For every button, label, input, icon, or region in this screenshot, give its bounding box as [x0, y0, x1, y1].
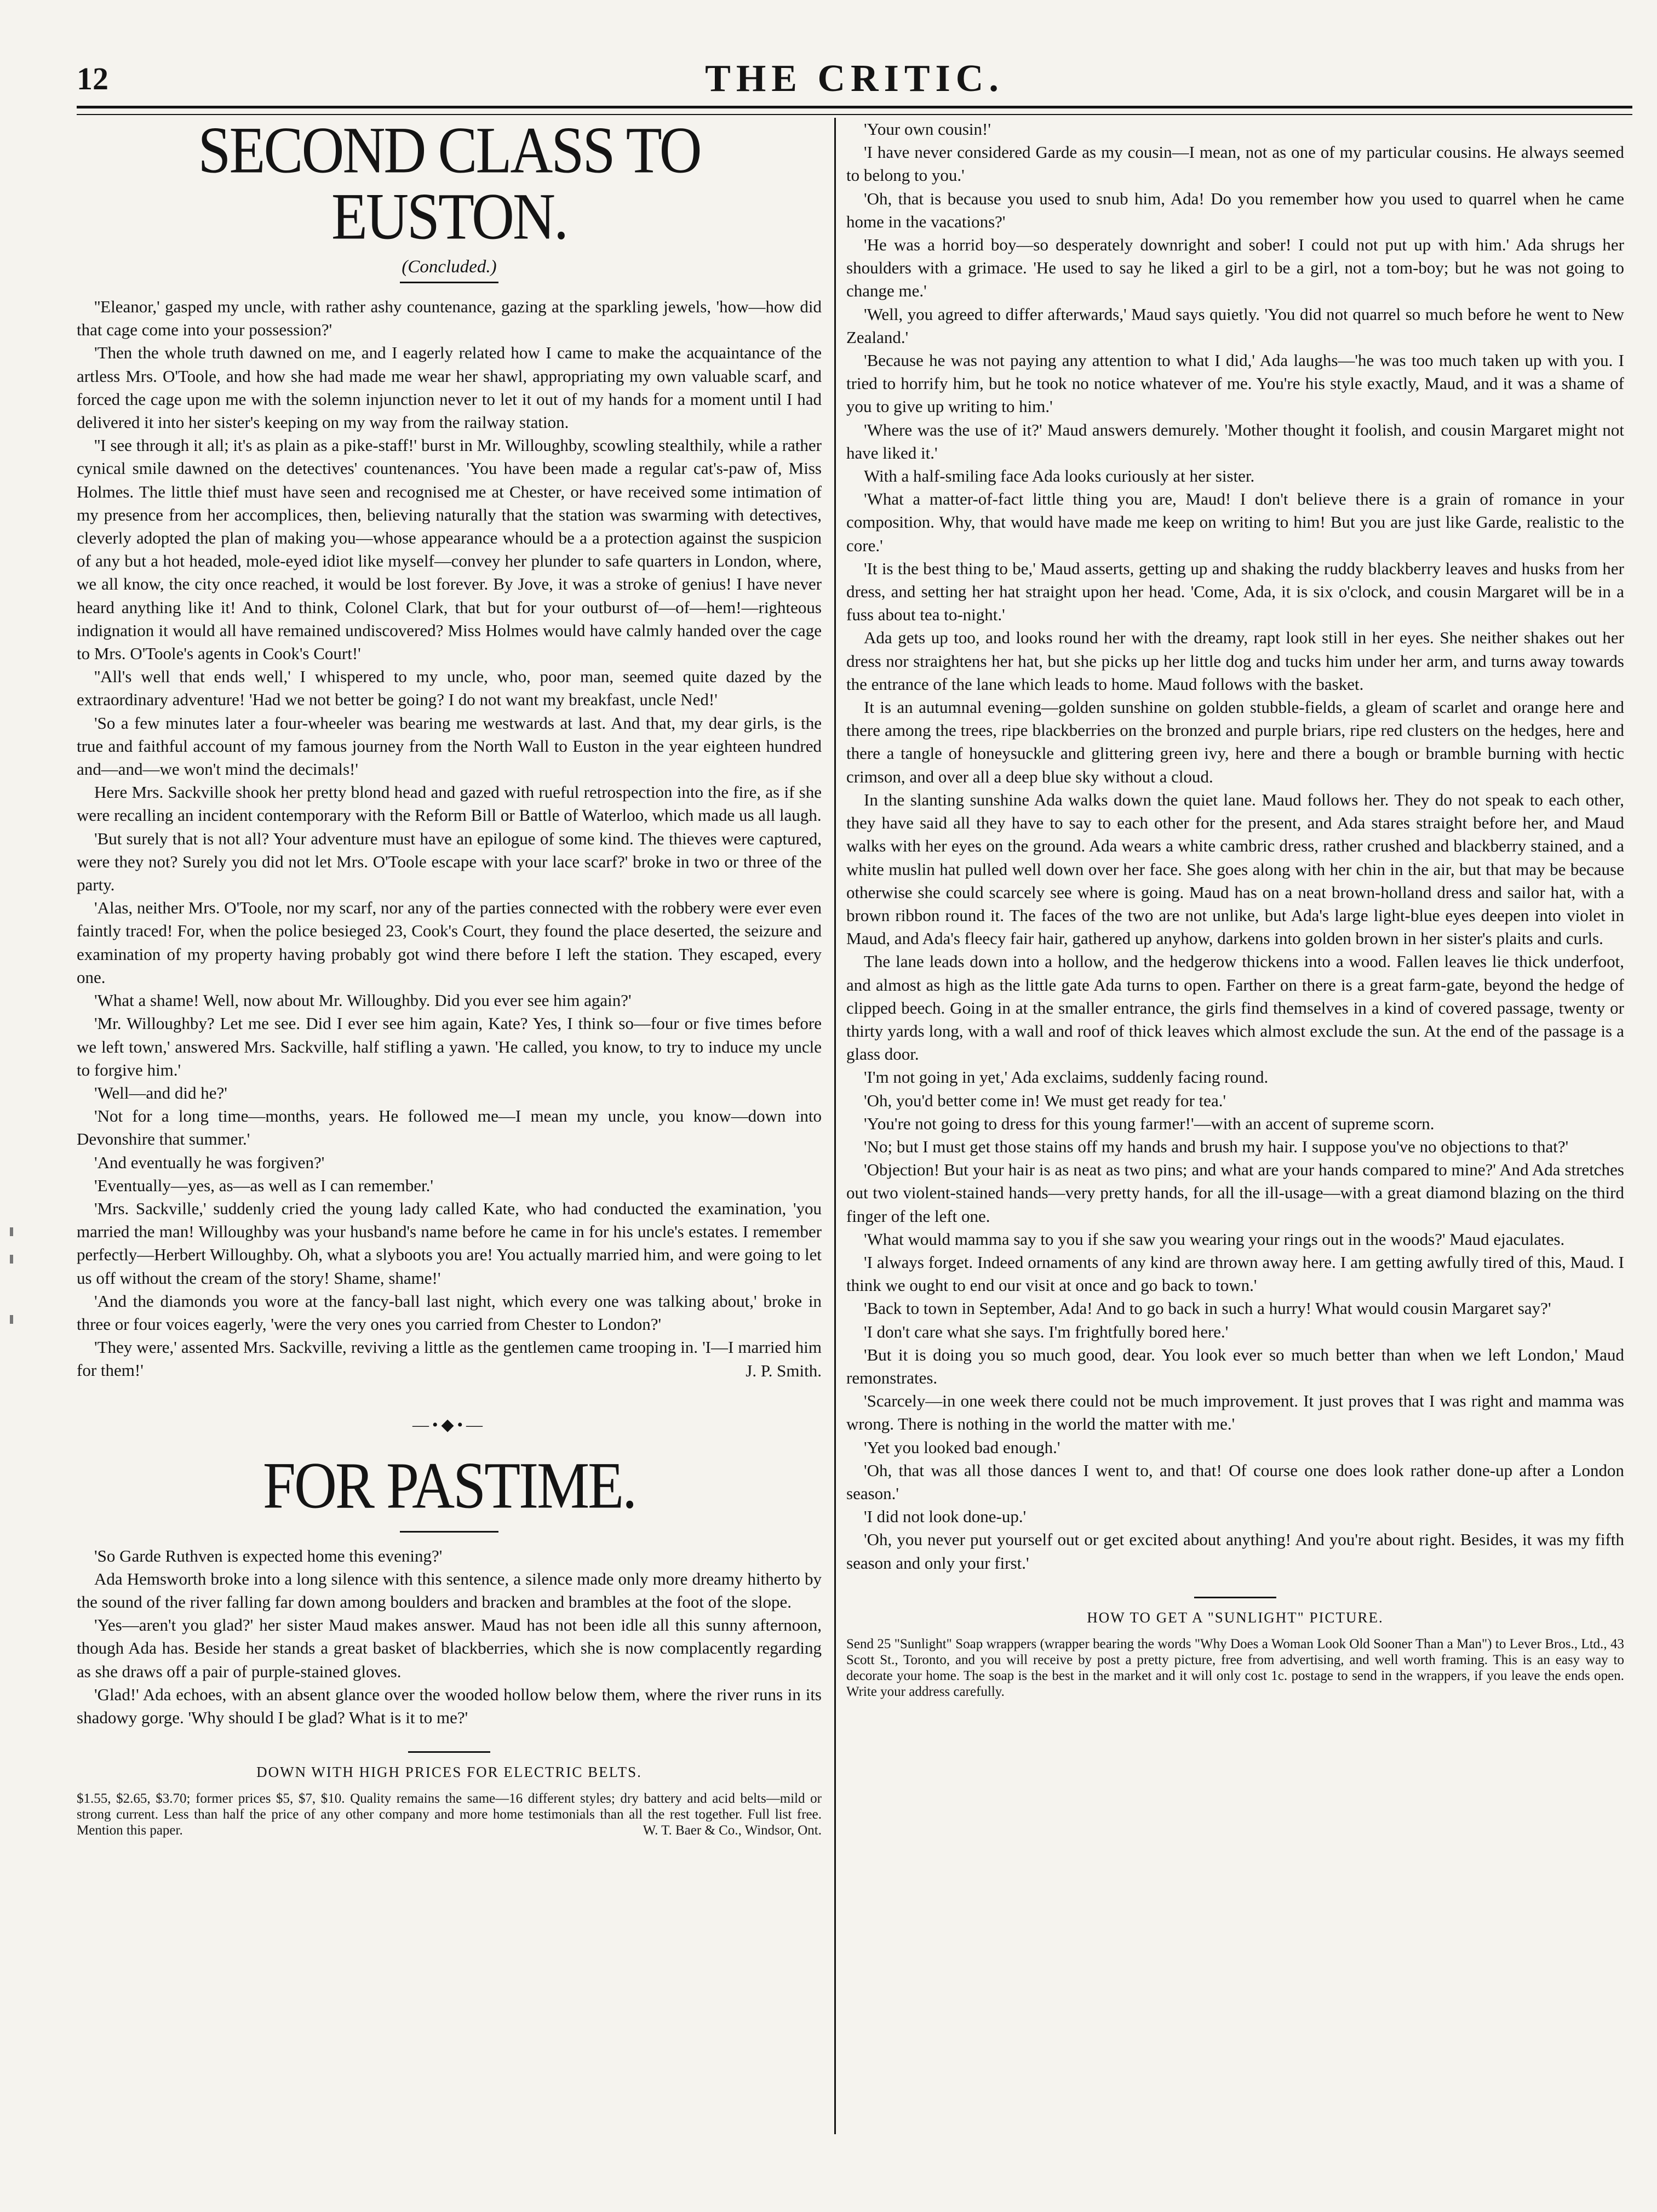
paragraph: Ada Hemsworth broke into a long silence with this sentence, a silence made only more dreamy hitherto by the sound of the river falling far down among boulders and bracken and brambles at the foot of the slope. [77, 1569, 822, 1611]
paragraph: 'Your own cousin!' [864, 119, 991, 139]
right-column [846, 118, 1624, 1700]
ad-signature: W. T. Baer & Co., Windsor, Ont. [643, 1823, 822, 1838]
paragraph: 'He was a horrid boy—so desperately downright and sober! I could not put up with him.' Ada shrugs her shoulders with a grimace. 'He used to say he liked a girl to be a girl, not a tom-boy; but he was not going to change me.' [846, 235, 1624, 301]
story-title: SECOND CLASS TO EUSTON. [198, 114, 701, 254]
paragraph: ''All's well that ends well,' I whispered to my uncle, who, poor man, seemed quite dazed by the extraordinary adventure! 'Had we not better be going? I do not want my breakfast, uncle Ned!' [77, 667, 822, 710]
paragraph: 'I did not look done-up.' [864, 1507, 1027, 1527]
masthead: THE CRITIC. [705, 58, 1004, 100]
title-rule [400, 1531, 498, 1533]
paragraph: 'Well—and did he?' [94, 1083, 227, 1102]
paragraph: 'What a matter-of-fact little thing you are, Maud! I don't believe there is a grain of romance in your composition. Why, that would have made me keep on writing to him! But you are just like Garde, realistic to the core.' [846, 489, 1624, 555]
electric-belts-ad [77, 1751, 822, 1838]
paragraph: 'It is the best thing to be,' Maud asserts, getting up and shaking the ruddy blackberry leaves and husks from her dress, and setting her hat straight upon her head. 'Come, Ada, it is six o'clock, and cousin Margaret will be in a fuss about tea to-night.' [846, 558, 1624, 625]
paragraph: The lane leads down into a hollow, and the hedgerow thickens into a wood. Fallen leaves lie thick underfoot, and almost as high as the little gate Ada turns to open. Farther on there is a great farm-gate, beyond the hedge of clipped beech. Going in at the smaller entrance, the girls find themselves in a kind of covered passage, twenty or thirty yards long, with a wall and roof of thick leaves which almost exclude the sun. At the end of the passage is a glass door. [846, 952, 1624, 1064]
paragraph: It is an autumnal evening—golden sunshine on golden stubble-fields, a gleam of scarlet and orange here and there among the trees, ripe blackberries on the bronzed and purple briars, ripe red clusters on the hedges, here and there a tangle of honeysuckle and glittering green ivy, here and there a bough or bramble burning with hectic crimson, and over all a deep blue sky without a cloud. [846, 698, 1624, 786]
paragraph: 'Then the whole truth dawned on me, and I eagerly related how I came to make the acquaintance of the artless Mrs. O'Toole, and how she had made me wear her shawl, appropriating my own valuable scarf, and forced the cage upon me with the solemn injunction never to let it out of my hands for a moment until I had delivered it into her sister's keeping on my way from the railway station. [77, 343, 822, 432]
paragraph: 'And eventually he was forgiven?' [94, 1152, 325, 1172]
section-title: FOR PASTIME. [262, 1449, 636, 1523]
paragraph: ''I see through it all; it's as plain as a pike-staff!' burst in Mr. Willoughby, scowling stealthily, while a rather cynical smile dawned on the detectives' countenances. 'You have been made a regular cat's-paw of, Miss Holmes. The little thief must have seen and recognised me at Chester, or have received some intimation of my presence from her accomplices, then, believing naturally that the station was swarming with detectives, cleverly adopted the plan of making you—whose appearance whould be a a protection against the suspicion of any but a hot headed, mole-eyed idiot like myself—convey her plunder to safe quarters in London, where, we all know, the city once reached, it would be lost forever. By Jove, it was a stroke of genius! I have never heard anything like it! And to think, Colonel Clark, that but for your outburst of—of—hem!—righteous indignation it would all have remained undiscovered? Miss Holmes would have calmly handed over the cage to Mrs. O'Toole's agents in Cook's Court!' [77, 436, 822, 664]
paragraph: 'You're not going to dress for this young farmer!'—with an accent of supreme scorn. [864, 1113, 1435, 1133]
paragraph: 'Mrs. Sackville,' suddenly cried the young lady called Kate, who had conducted the examination, 'you married the man! Willoughby was your husband's name before he came in for his uncle's estates. I remember perfectly—Herbert Willoughby. Oh, what a slyboots you are! You actually married him, and were going to let us off without the cream of the story! Shame, shame!' [77, 1198, 822, 1288]
ad-body: $1.55, $2.65, $3.70; former prices $5, $7, $10. Quality remains the same—16 different styles; dry battery and acid belts—mild or strong current. Less than half the price of any other company and more home testimonials than all the rest together. Full list free. Mention this paper. [77, 1791, 822, 1838]
paragraph: 'I don't care what she says. I'm frightfully bored here.' [864, 1322, 1229, 1341]
ad-title: DOWN WITH HIGH PRICES FOR ELECTRIC BELTS. [256, 1764, 642, 1781]
author-signature: J. P. Smith. [746, 1361, 822, 1380]
paragraph: Ada gets up too, and looks round her with the dreamy, rapt look still in her eyes. She neither shakes out her dress nor straightens her hat, but she picks up her little dog and tucks him under her arm, and turns away towards the entrance of the lane which leads to home. Maud follows with the basket. [846, 628, 1624, 694]
pastime-body [77, 1545, 822, 1730]
paragraph: 'I always forget. Indeed ornaments of any kind are thrown away here. I am getting awfully tired of this, Maud. I think we ought to end our visit at once and go back to town.' [846, 1252, 1624, 1295]
paragraph: 'Yes—aren't you glad?' her sister Maud makes answer. Maud has not been idle all this sunny afternoon, though Ada has. Beside her stands a great basket of blackberries, which she is now complacently regarding as she draws off a pair of purple-stained gloves. [77, 1615, 822, 1681]
column-divider [834, 118, 836, 2134]
paragraph: Here Mrs. Sackville shook her pretty blond head and gazed with rueful retrospection into the fire, as if she were recalling an incident contemporary with the Reform Bill or Battle of Waterloo, which made us all laugh. [77, 782, 822, 825]
paragraph: 'Not for a long time—months, years. He followed me—I mean my uncle, you know—down into Devonshire that summer.' [77, 1106, 822, 1149]
paragraph: 'What a shame! Well, now about Mr. Willoughby. Did you ever see him again?' [94, 991, 632, 1010]
pastime-continued [846, 118, 1624, 1575]
paragraph: 'No; but I must get those stains off my hands and brush my hair. I suppose you've no objections to that?' [864, 1136, 1569, 1156]
paragraph: 'I have never considered Garde as my cousin—I mean, not as one of my particular cousins. He always seemed to belong to you.' [846, 142, 1624, 185]
paragraph: 'So a few minutes later a four-wheeler was bearing me westwards at last. And that, my dear girls, is the true and faithful account of my famous journey from the North Wall to Euston in the year eighteen hundred and—and—we won't mind the decimals!' [77, 713, 822, 779]
paragraph: 'They were,' assented Mrs. Sackville, reviving a little as the gentlemen came trooping in. 'I—I married him for them!' [77, 1338, 822, 1380]
ad-title: HOW TO GET A "SUNLIGHT" PICTURE. [1087, 1609, 1384, 1626]
sunlight-ad [846, 1597, 1624, 1700]
paragraph: 'Scarcely—in one week there could not be much improvement. It just proves that I was right and mamma was wrong. There is nothing in the world the matter with me.' [846, 1391, 1624, 1434]
paragraph: In the slanting sunshine Ada walks down the quiet lane. Maud follows her. They do not speak to each other, they have said all they have to say to each other for the present, and Ada stares straight before her, and Maud walks with her eyes on the ground. Ada wears a white cambric dress, rather crushed and blackberry stained, and a white muslin hat pulled well down over her face. She goes along with her chin in the air, but that may be because otherwise she could scarcely see where is going. Maud has on a neat brown-holland dress and sailor hat, with a brown ribbon round it. The faces of the two are not unlike, but Ada's large light-blue eyes deepen into violet in Maud, and Ada's fleecy fair hair, gathered up anyhow, darkens into golden brown in her sister's plaits and curls. [846, 790, 1624, 948]
margin-mark [10, 1227, 13, 1236]
paragraph: 'Back to town in September, Ada! And to go back in such a hurry! What would cousin Margaret say?' [864, 1299, 1551, 1318]
paragraph: 'Glad!' Ada echoes, with an absent glance over the wooded hollow below them, where the river runs in its shadowy gorge. 'Why should I be glad? What is it to me?' [77, 1684, 822, 1727]
paragraph: 'But it is doing you so much good, dear. You look ever so much better than when we left London,' Maud remonstrates. [846, 1345, 1624, 1387]
title-rule [400, 282, 498, 283]
section-ornament: —•◆•— [412, 1415, 486, 1434]
paragraph: 'Oh, that was all those dances I went to, and that! Of course one does look rather done-up after a London season.' [846, 1460, 1624, 1503]
paragraph: 'Alas, neither Mrs. O'Toole, nor my scarf, nor any of the parties connected with the robbery were ever even faintly traced! For, when the police besieged 23, Cook's Court, they found the place deserted, the seizure and examination of my property having probably got wind there before I left the station. They escaped, every one. [77, 898, 822, 987]
paragraph: ''Eleanor,' gasped my uncle, with rather ashy countenance, gazing at the sparkling jewels, 'how—how did that cage come into your possession?' [77, 297, 822, 340]
paragraph: 'Where was the use of it?' Maud answers demurely. 'Mother thought it foolish, and cousin Margaret might not have liked it.' [846, 420, 1624, 462]
ad-body: Send 25 "Sunlight" Soap wrappers (wrapper bearing the words "Why Does a Woman Look Old Sooner Than a Man") to Lever Bros., Ltd., 43 Scott St., Toronto, and you will receive by post a pretty picture, free from advertising, and well worth framing. This is an easy way to decorate your home. The soap is the best in the market and it will only cost 1c. postage to send in the wrappers, if you leave the ends open. Write your address carefully. [846, 1636, 1624, 1699]
paragraph: 'Because he was not paying any attention to what I did,' Ada laughs—'he was too much taken up with you. I tried to horrify him, but he took no notice whatever of me. You're his style exactly, Maud, and it was a shame of you to give up writing to him.' [846, 351, 1624, 416]
story-body [77, 295, 822, 1382]
margin-mark [10, 1315, 13, 1324]
paragraph: 'Oh, you'd better come in! We must get ready for tea.' [864, 1090, 1226, 1110]
left-column [77, 114, 822, 1838]
ad-rule [1194, 1597, 1276, 1598]
paragraph: 'Objection! But your hair is as neat as two pins; and what are your hands compared to mine?' And Ada stretches out two violent-stained hands—very pretty hands, for all the ill-usage—with a great diamond blazing on the third finger of the left one. [846, 1160, 1624, 1226]
paragraph: 'But surely that is not all? Your adventure must have an epilogue of some kind. The thieves were captured, were they not? Surely you did not let Mrs. O'Toole escape with your lace scarf?' broke in two or three of the party. [77, 828, 822, 895]
story-subtitle: (Concluded.) [402, 257, 497, 277]
ad-rule [408, 1751, 490, 1753]
paragraph: With a half-smiling face Ada looks curiously at her sister. [864, 466, 1255, 486]
paragraph: 'What would mamma say to you if she saw you wearing your rings out in the woods?' Maud ejaculates. [864, 1229, 1565, 1249]
paragraph: 'Mr. Willoughby? Let me see. Did I ever see him again, Kate? Yes, I think so—four or five times before we left town,' answered Mrs. Sackville, half stifling a yawn. 'He called, you know, to try to induce my uncle to forgive him.' [77, 1014, 822, 1079]
paragraph: 'Yet you looked bad enough.' [864, 1437, 1060, 1457]
paragraph: 'Oh, you never put yourself out or get excited about anything! And you're about right. Besides, it was my fifth season and only your first.' [846, 1530, 1624, 1573]
page-number: 12 [77, 61, 108, 96]
paragraph: 'Oh, that is because you used to snub him, Ada! Do you remember how you used to quarrel when he came home in the vacations?' [846, 188, 1624, 231]
paragraph: 'And the diamonds you wore at the fancy-ball last night, which every one was talking about,' broke in three or four voices eagerly, 'were the very ones you carried from Chester to London?' [77, 1291, 822, 1334]
paragraph: 'I'm not going in yet,' Ada exclaims, suddenly facing round. [864, 1067, 1269, 1087]
paragraph: 'Well, you agreed to differ afterwards,' Maud says quietly. 'You did not quarrel so much before he went to New Zealand.' [846, 304, 1624, 347]
page-header [77, 60, 1632, 99]
paragraph: 'Eventually—yes, as—as well as I can remember.' [94, 1175, 433, 1195]
paragraph: 'So Garde Ruthven is expected home this evening?' [94, 1546, 443, 1565]
margin-mark [10, 1255, 13, 1264]
